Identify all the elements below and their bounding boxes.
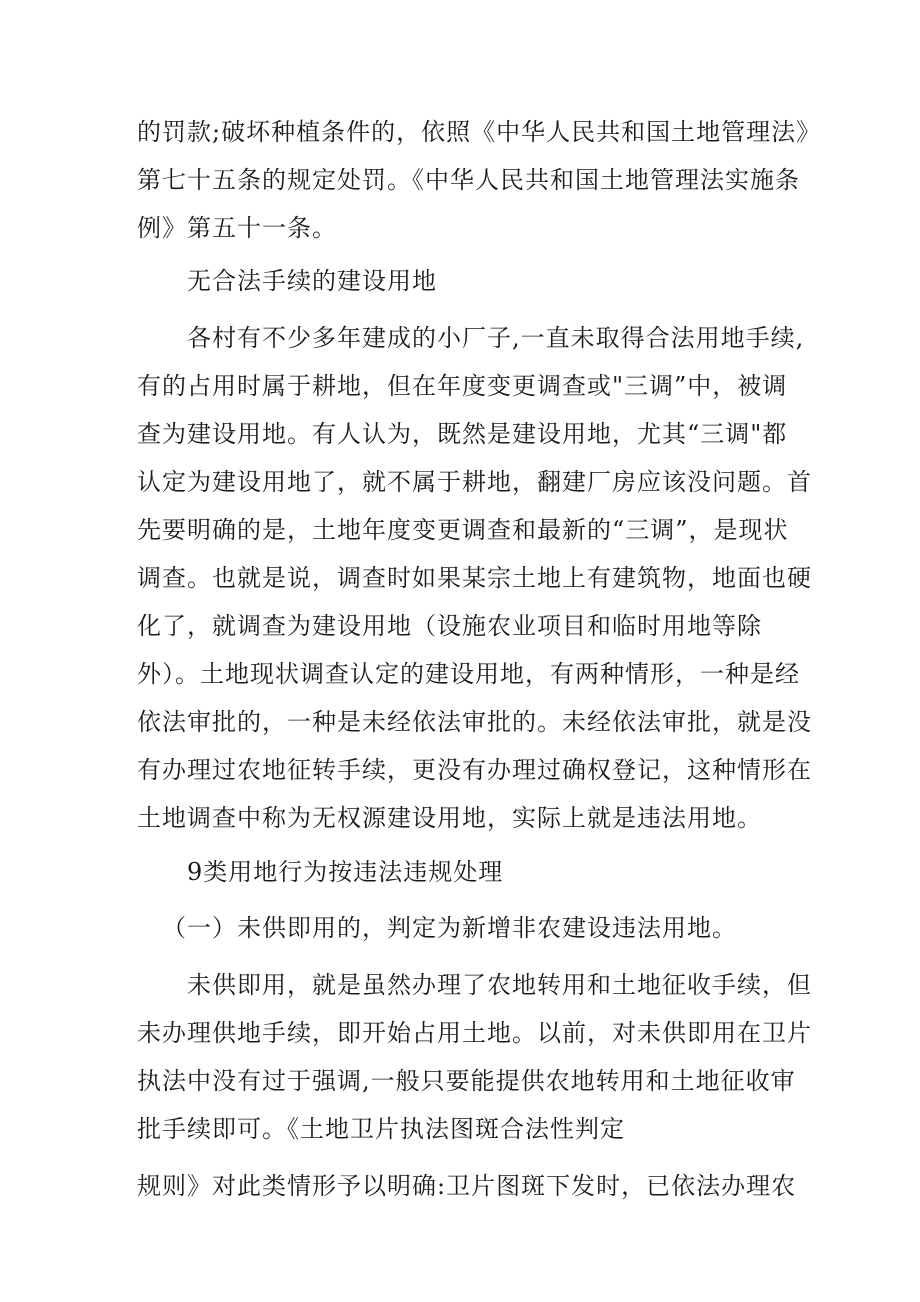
paragraph-1-line-2: 第七十五条的规定处罚。《中华人民共和国土地管理法实施条 — [137, 166, 800, 194]
paragraph-2-line-2: 有的占用时属于耕地，但在年度变更调查或"三调”中，被调 — [137, 372, 788, 400]
paragraph-2-line-11: 土地调查中称为无权源建设用地，实际上就是违法用地。 — [137, 804, 762, 832]
paragraph-2-line-7: 化了，就调查为建设用地（设施农业项目和临时用地等除 — [137, 612, 762, 640]
paragraph-2-line-9: 依法审批的，一种是未经依法审批的。未经依法审批，就是没 — [137, 708, 812, 736]
paragraph-2-line-5: 先要明确的是，土地年度变更调查和最新的“三调”，是现状 — [137, 516, 789, 544]
subsection-heading-one: （一）未供即用的，判定为新增非农建设违法用地。 — [162, 914, 737, 942]
section-heading-nine-categories: 9类用地行为按违法违规处理 — [187, 858, 504, 886]
paragraph-2-line-1: 各村有不少多年建成的小厂子,一直未取得合法用地手续, — [187, 324, 805, 352]
section-heading-no-legal-procedure: 无合法手续的建设用地 — [187, 267, 437, 295]
paragraph-3-line-2: 未办理供地手续，即开始占用土地。以前，对未供即用在卫片 — [137, 1019, 812, 1047]
paragraph-2-line-8: 外）。土地现状调查认定的建设用地，有两种情形，一种是经 — [137, 660, 800, 688]
paragraph-3-line-1: 未供即用，就是虽然办理了农地转用和土地征收手续，但 — [187, 971, 812, 999]
paragraph-2-line-3: 查为建设用地。有人认为，既然是建设用地，尤其“三调"都 — [137, 420, 788, 448]
paragraph-2-line-6: 调查。也就是说，调查时如果某宗土地上有建筑物，地面也硬 — [137, 564, 812, 592]
paragraph-3-line-4: 批手续即可。《土地卫片执法图斑合法性判定 — [137, 1115, 625, 1143]
paragraph-2-line-10: 有办理过农地征转手续，更没有办理过确权登记，这种情形在 — [137, 756, 812, 784]
paragraph-2-line-4: 认定为建设用地了，就不属于耕地，翻建厂房应该没问题。首 — [137, 468, 812, 496]
paragraph-1-line-1: 的罚款;破坏种植条件的，依照《中华人民共和国土地管理法》 — [137, 118, 822, 146]
paragraph-3-line-5: 规则》对此类情形予以明确:卫片图斑下发时，已依法办理农 — [137, 1172, 797, 1200]
paragraph-1-line-3: 例》第五十一条。 — [137, 214, 337, 242]
paragraph-3-line-3: 执法中没有过于强调,一般只要能提供农地转用和土地征收审 — [137, 1067, 796, 1095]
